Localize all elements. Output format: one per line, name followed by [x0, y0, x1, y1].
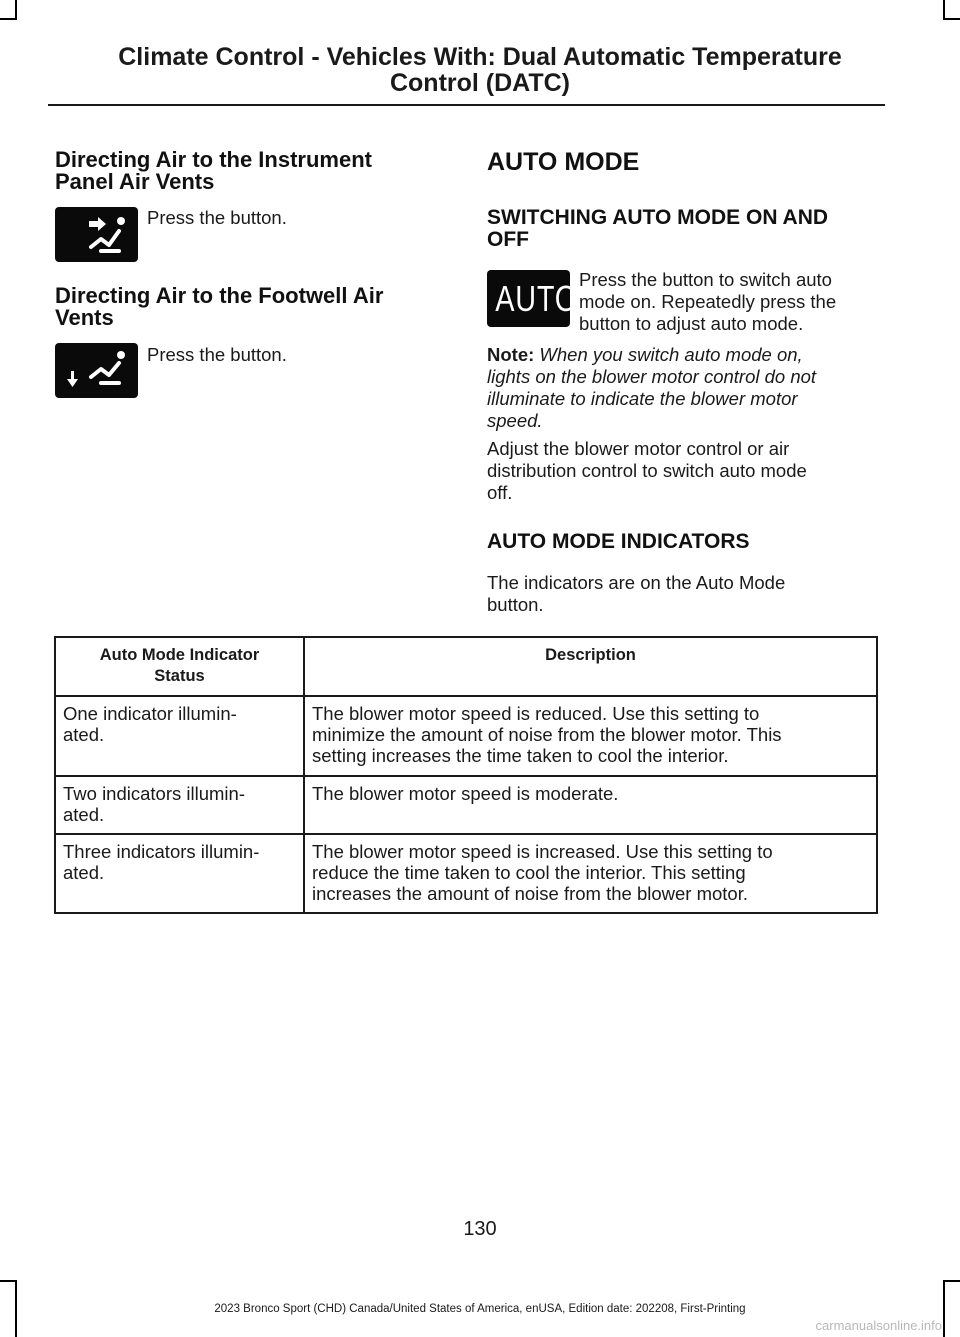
status-line: Three indicators illumin- [63, 841, 260, 862]
note-line: When you switch auto mode on, [539, 344, 803, 365]
crop-mark-bottom-left-h [0, 1280, 17, 1282]
adjust-text-line: off. [487, 482, 513, 503]
indicators-text-line: button. [487, 594, 544, 615]
note-line: illuminate to indicate the blower motor [487, 388, 798, 409]
auto-button-icon [487, 270, 578, 327]
header-status-line: Status [154, 667, 205, 685]
footwell-vents-heading-line-1: Directing Air to the Footwell Air [55, 283, 384, 308]
note [487, 344, 816, 432]
header-rule [48, 104, 885, 106]
crop-mark-top-right-v [943, 0, 945, 20]
indicators-text-line: The indicators are on the Auto Mode [487, 572, 786, 593]
status-line: ated. [63, 862, 105, 883]
auto-mode-indicator-table [54, 636, 878, 914]
footwell-vent-icon [55, 343, 138, 398]
switching-text-line: Press the button to switch auto [579, 269, 832, 290]
status-cell [55, 834, 304, 913]
footwell-vents-text: Press the button. [147, 344, 287, 365]
footwell-vents-heading [55, 285, 435, 329]
auto-mode-heading: AUTO MODE [487, 148, 640, 176]
crop-mark-top-left-h [0, 18, 17, 20]
description-line: increases the amount of noise from the blower motor. [312, 883, 748, 904]
note-label: Note: [487, 344, 535, 365]
header-status-line: Auto Mode Indicator [99, 646, 260, 664]
status-line: ated. [63, 804, 105, 825]
footer-edition-text: 2023 Bronco Sport (CHD) Canada/United States of America, enUSA, Edition date: 202208, First-Printing [214, 1303, 746, 1315]
note-first-line [487, 344, 816, 366]
status-line: ated. [63, 724, 105, 745]
switching-text [579, 269, 836, 335]
page-number: 130 [463, 1218, 497, 1240]
page-title [40, 44, 920, 96]
instrument-vents-heading [55, 149, 435, 193]
table-header-status [55, 637, 304, 696]
description-cell [304, 834, 877, 913]
note-line: speed. [487, 410, 543, 431]
switching-text-line: mode on. Repeatedly press the [579, 291, 837, 312]
status-cell [55, 696, 304, 776]
description-line: reduce the time taken to cool the interior. This setting [312, 862, 746, 883]
switching-heading-line-2: OFF [487, 228, 529, 251]
description-line: The blower motor speed is moderate. [312, 783, 619, 804]
crop-mark-bottom-right-h [943, 1280, 960, 1282]
description-cell [304, 776, 877, 834]
watermark-link[interactable]: carmanualsonline.info [815, 1318, 942, 1333]
footwell-vents-heading-line-2: Vents [55, 305, 114, 330]
table-row [55, 696, 877, 776]
instrument-vents-heading-line-1: Directing Air to the Instrument [55, 147, 372, 172]
table-row [55, 776, 877, 834]
description-line: The blower motor speed is increased. Use this setting to [312, 841, 773, 862]
adjust-text-line: Adjust the blower motor control or air [487, 438, 790, 459]
note-line: lights on the blower motor control do not [487, 366, 817, 387]
status-cell [55, 776, 304, 834]
switching-auto-mode-heading [487, 207, 828, 251]
table-row [55, 834, 877, 913]
indicators-text [487, 572, 785, 616]
status-line: One indicator illumin- [63, 703, 237, 724]
table-header-description: Description [304, 637, 877, 696]
instrument-vents-heading-line-2: Panel Air Vents [55, 169, 215, 194]
crop-mark-top-right-h [943, 18, 960, 20]
crop-mark-top-left-v [15, 0, 17, 20]
auto-mode-indicators-heading: AUTO MODE INDICATORS [487, 530, 750, 553]
instrument-vents-text: Press the button. [147, 207, 287, 228]
status-line: Two indicators illumin- [63, 783, 245, 804]
adjust-text [487, 438, 807, 504]
auto-button-label: AUTO [495, 278, 578, 319]
instrument-panel-vent-icon [55, 207, 138, 262]
description-line: setting increases the time taken to cool the interior. [312, 745, 729, 766]
description-line: minimize the amount of noise from the blower motor. This [312, 724, 782, 745]
switching-heading-line-1: SWITCHING AUTO MODE ON AND [487, 206, 829, 229]
page-title-line-1: Climate Control - Vehicles With: Dual Automatic Temperature [118, 43, 842, 71]
switching-text-line: button to adjust auto mode. [579, 313, 804, 334]
adjust-text-line: distribution control to switch auto mode [487, 460, 807, 481]
description-cell [304, 696, 877, 776]
page-title-line-2: Control (DATC) [389, 69, 571, 97]
description-line: The blower motor speed is reduced. Use this setting to [312, 703, 760, 724]
table-header-row [55, 637, 877, 696]
